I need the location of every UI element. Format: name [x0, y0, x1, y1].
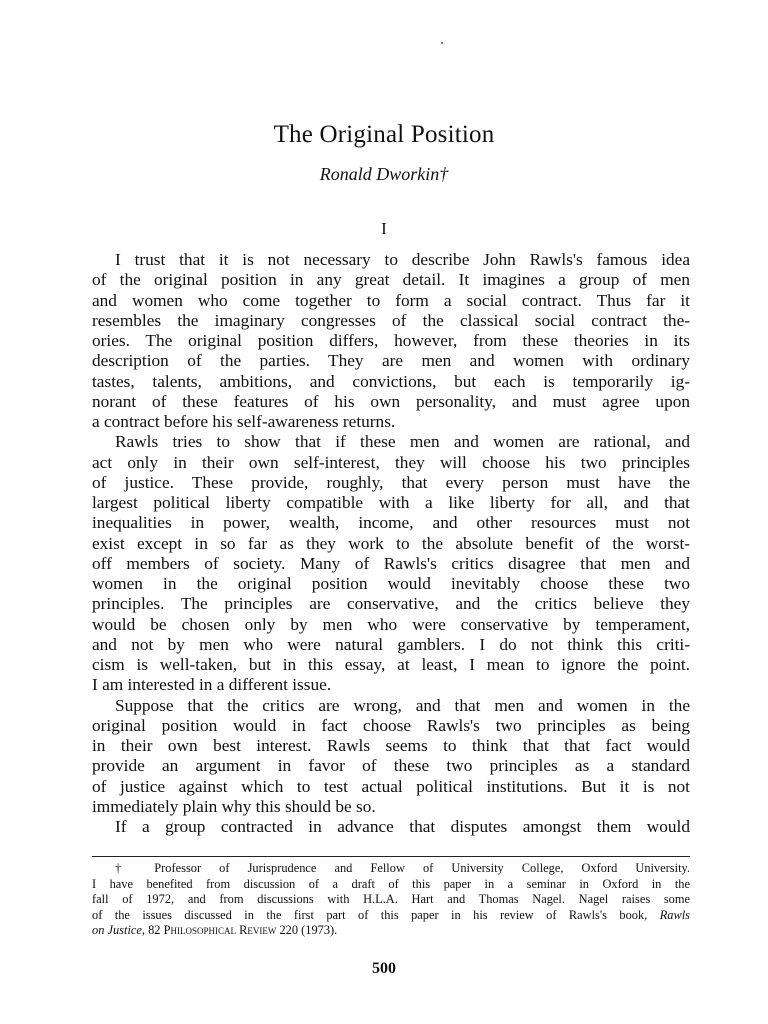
text-line: Suppose that the critics are wrong, and that men and women in the — [115, 695, 690, 715]
text-line: of justice. These provide, roughly, that every person must have the — [92, 472, 690, 492]
text-line: of justice against which to test actual political institutions. But it is not — [92, 776, 690, 796]
text-line: a contract before his self-awareness returns. — [92, 412, 396, 431]
footnote-line: I have benefited from discussion of a draft of this paper in a seminar in Oxford in the — [92, 876, 690, 891]
section-heading: I — [381, 219, 387, 238]
footnote — [92, 861, 690, 939]
text-line: provide an argument in favor of these two principles as a standard — [92, 756, 690, 776]
citation-rest: 220 (1973). — [279, 923, 338, 938]
text-line: exist except in so far as they work to the absolute benefit of the worst- — [92, 533, 690, 553]
body-text — [92, 250, 690, 837]
text-line: act only in their own self-interest, they will choose his two principles — [92, 452, 690, 472]
page-number: 500 — [372, 960, 396, 977]
journal-volume: 82 — [148, 923, 161, 938]
footnote-line: † Professor of Jurisprudence and Fellow of University College, Oxford University. — [115, 861, 690, 875]
journal-name: Philosophical Review — [163, 923, 277, 938]
scan-speck — [441, 42, 443, 44]
book-title-part: on Justice, — [92, 923, 145, 938]
text-line: I am interested in a different issue. — [92, 675, 332, 695]
text-line: would be chosen only by men who were conservative by temperament, — [92, 614, 690, 634]
text-line: norant of these features of his own personality, and must agree upon — [92, 391, 690, 411]
footnote-rule — [92, 856, 690, 857]
text-line: women in the original position would inevitably choose these two — [92, 574, 690, 593]
book-title-part: Rawls — [659, 907, 690, 922]
text-line: off members of society. Many of Rawls's critics disagree that men and — [92, 553, 690, 573]
text-line: and women who come together to form a social contract. Thus far it — [92, 290, 690, 310]
text-line: ories. The original position differs, however, from these theories in its — [92, 331, 690, 350]
text-line: largest political liberty compatible with a like liberty for all, and that — [92, 493, 690, 512]
text-line: principles. The principles are conservative, and the critics believe they — [92, 594, 690, 614]
text-line: in their own best interest. Rawls seems to think that that fact would — [92, 736, 690, 755]
text-line: original position would in fact choose Rawls's two principles as being — [92, 715, 690, 735]
text-line: of the original position in any great detail. It imagines a group of men — [92, 270, 690, 290]
text-line: Rawls tries to show that if these men and women are rational, and — [115, 432, 690, 452]
text-line: cism is well-taken, but in this essay, at least, I mean to ignore the point. — [92, 655, 690, 674]
text-line: description of the parties. They are men and women with ordinary — [92, 351, 690, 371]
text-line: resembles the imaginary congresses of the classical social contract the- — [92, 310, 690, 330]
footnote-text: of the issues discussed in the first part of this paper in his review of Rawls's book, — [92, 907, 648, 922]
text-line: I trust that it is not necessary to describe John Rawls's famous idea — [115, 250, 690, 269]
footnote-line — [92, 908, 690, 924]
text-line: inequalities in power, wealth, income, and other resources must not — [92, 513, 690, 533]
footnote-line: fall of 1972, and from discussions with H.L.A. Hart and Thomas Nagel. Nagel raises some — [92, 892, 690, 907]
text-line: and not by men who were natural gamblers. I do not think this criti- — [92, 634, 690, 654]
footnote-line — [92, 923, 690, 939]
text-line: tastes, talents, ambitions, and convictions, but each is temporarily ig- — [92, 371, 690, 391]
text-line: If a group contracted in advance that disputes amongst them would — [115, 817, 690, 836]
article-author: Ronald Dworkin† — [319, 164, 449, 184]
article-title: The Original Position — [273, 121, 495, 148]
text-line: immediately plain why this should be so. — [92, 796, 376, 816]
